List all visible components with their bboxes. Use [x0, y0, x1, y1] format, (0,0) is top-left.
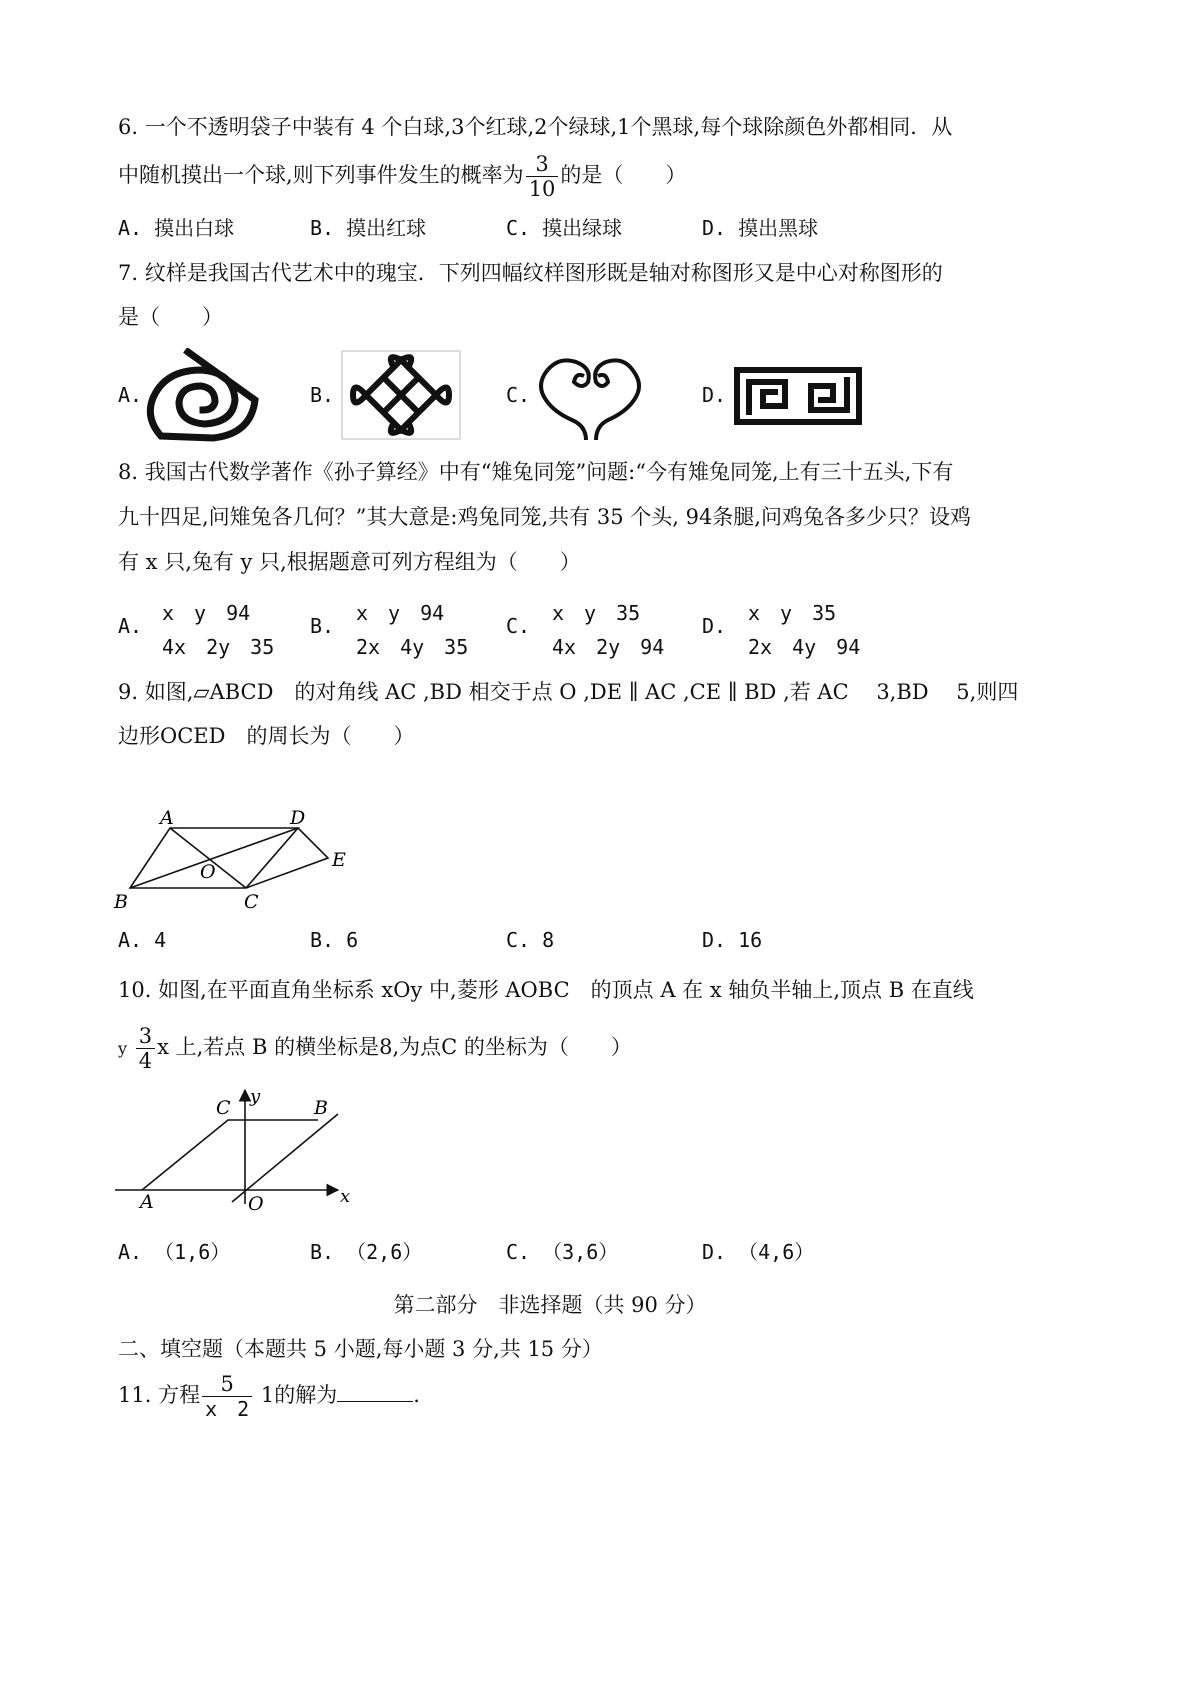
q6-option-a: A. 摸出白球 [118, 216, 235, 240]
q8-option-b-bottom: 2x 4y 35 [356, 635, 469, 659]
q10-option-a: A. （1,6） [118, 1240, 231, 1264]
q9-line2: 边形OCED 的周长为（ ） [118, 724, 415, 748]
q7-line2: 是（ ） [118, 305, 223, 329]
q6-line1: 6. 一个不透明袋子中装有 4 个白球,3个红球,2个绿球,1个黑球,每个球除颜色外都相同．从 [118, 115, 953, 139]
q8-option-d-top: x y 35 [748, 601, 837, 625]
q7-label-c: C. [506, 383, 531, 407]
fill-in-section-title: 二、填空题（本题共 5 小题,每小题 3 分,共 15 分） [118, 1337, 603, 1361]
q8-option-a-label: A. [118, 614, 143, 638]
q7-figure-d-fret-icon [733, 366, 863, 426]
q9-label-o: O [200, 861, 216, 883]
q6-fraction [526, 152, 559, 201]
q10-label-a: A [140, 1191, 154, 1213]
q9-parallelogram-figure [110, 800, 360, 920]
q9-label-b: B [114, 891, 128, 913]
q6-frac-num: 3 [526, 152, 559, 177]
q9-option-c: C. 8 [506, 928, 555, 952]
q11-line [118, 1372, 420, 1421]
q11-frac-num: 5 [202, 1372, 252, 1397]
q10-option-d: D. （4,6） [702, 1240, 815, 1264]
q8-option-b-top: x y 94 [356, 601, 445, 625]
q8-option-d-bottom: 2x 4y 94 [748, 635, 861, 659]
part-two-title: 第二部分 非选择题（共 90 分） [393, 1293, 707, 1317]
q9-label-e: E [332, 849, 346, 871]
q7-figure-a-swirl-icon [143, 348, 263, 444]
q11-pre: 11. 方程 [118, 1383, 201, 1407]
q6-line2-pre: 中随机摸出一个球,则下列事件发生的概率为 [118, 163, 524, 187]
q9-option-a: A. 4 [118, 928, 167, 952]
q8-option-d-system [748, 596, 860, 664]
q7-line1: 7. 纹样是我国古代艺术中的瑰宝．下列四幅纹样图形既是轴对称图形又是中心对称图形的 [118, 261, 943, 285]
q6-line2 [118, 152, 686, 201]
q10-label-y: y [250, 1086, 261, 1107]
q8-option-a-system [162, 596, 274, 664]
q7-figure-c-cloud-icon [536, 350, 646, 444]
q6-option-b: B. 摸出红球 [310, 216, 427, 240]
q7-label-d: D. [702, 383, 727, 407]
q9-label-c: C [244, 891, 259, 913]
q6-option-c: C. 摸出绿球 [506, 216, 623, 240]
q9-option-b: B. 6 [310, 928, 359, 952]
q10-line1: 10. 如图,在平面直角坐标系 xOy 中,菱形 AOBC 的顶点 A 在 x 轴负半轴上,顶点 B 在直线 [118, 978, 974, 1002]
q6-line2-post: 的是（ ） [560, 163, 687, 187]
q10-label-b: B [314, 1097, 328, 1119]
q10-frac-den: 4 [138, 1049, 153, 1073]
q10-line2 [118, 1024, 632, 1073]
q8-line2: 九十四足,问雉兔各几何？”其大意是:鸡兔同笼,共有 35 个头, 94条腿,问鸡兔各多少只？设鸡 [118, 505, 971, 529]
q8-line3: 有 x 只,兔有 y 只,根据题意可列方程组为（ ） [118, 550, 581, 574]
q8-option-a-top: x y 94 [162, 601, 251, 625]
q10-option-c: C. （3,6） [506, 1240, 619, 1264]
q8-option-c-top: x y 35 [552, 601, 641, 625]
q8-line1: 8. 我国古代数学著作《孙子算经》中有“雉兔同笼”问题:“今有雉兔同笼,上有三十五头,下有 [118, 460, 954, 484]
q8-option-c-system [552, 596, 664, 664]
q6-frac-den: 10 [528, 177, 556, 201]
q10-label-x: x [340, 1186, 351, 1207]
q9-line1: 9. 如图,▱ABCD 的对角线 AC ,BD 相交于点 O ,DE ∥ AC ,CE ∥ BD ,若 AC 3,BD 5,则四 [118, 680, 1019, 704]
q8-option-d-label: D. [702, 614, 727, 638]
q8-option-c-label: C. [506, 614, 531, 638]
q9-label-d: D [290, 807, 306, 829]
q11-frac-den: x 2 [205, 1397, 250, 1421]
q11-answer-blank [337, 1401, 413, 1402]
q11-fraction [202, 1372, 252, 1421]
q10-label-o: O [248, 1193, 264, 1214]
q11-post: 1的解为 [260, 1383, 338, 1407]
q10-option-b: B. （2,6） [310, 1240, 423, 1264]
q10-line2-y: y [118, 1039, 128, 1058]
q8-option-b-label: B. [310, 614, 335, 638]
q8-option-a-bottom: 4x 2y 35 [162, 635, 275, 659]
q9-label-a: A [160, 807, 174, 829]
q10-fraction [136, 1024, 155, 1073]
q8-option-b-system [356, 596, 468, 664]
q8-option-c-bottom: 4x 2y 94 [552, 635, 665, 659]
q7-label-b: B. [310, 383, 335, 407]
q11-end: . [413, 1383, 420, 1407]
q6-option-d: D. 摸出黑球 [702, 216, 819, 240]
q10-line2-post: x 上,若点 B 的横坐标是8,为点C 的坐标为（ ） [157, 1035, 632, 1059]
q9-option-d: D. 16 [702, 928, 763, 952]
q10-label-c: C [216, 1097, 231, 1119]
q10-frac-num: 3 [136, 1024, 155, 1049]
q7-label-a: A. [118, 383, 143, 407]
q7-figure-b-knot-icon [341, 350, 461, 440]
q10-rhombus-figure [110, 1084, 360, 1214]
